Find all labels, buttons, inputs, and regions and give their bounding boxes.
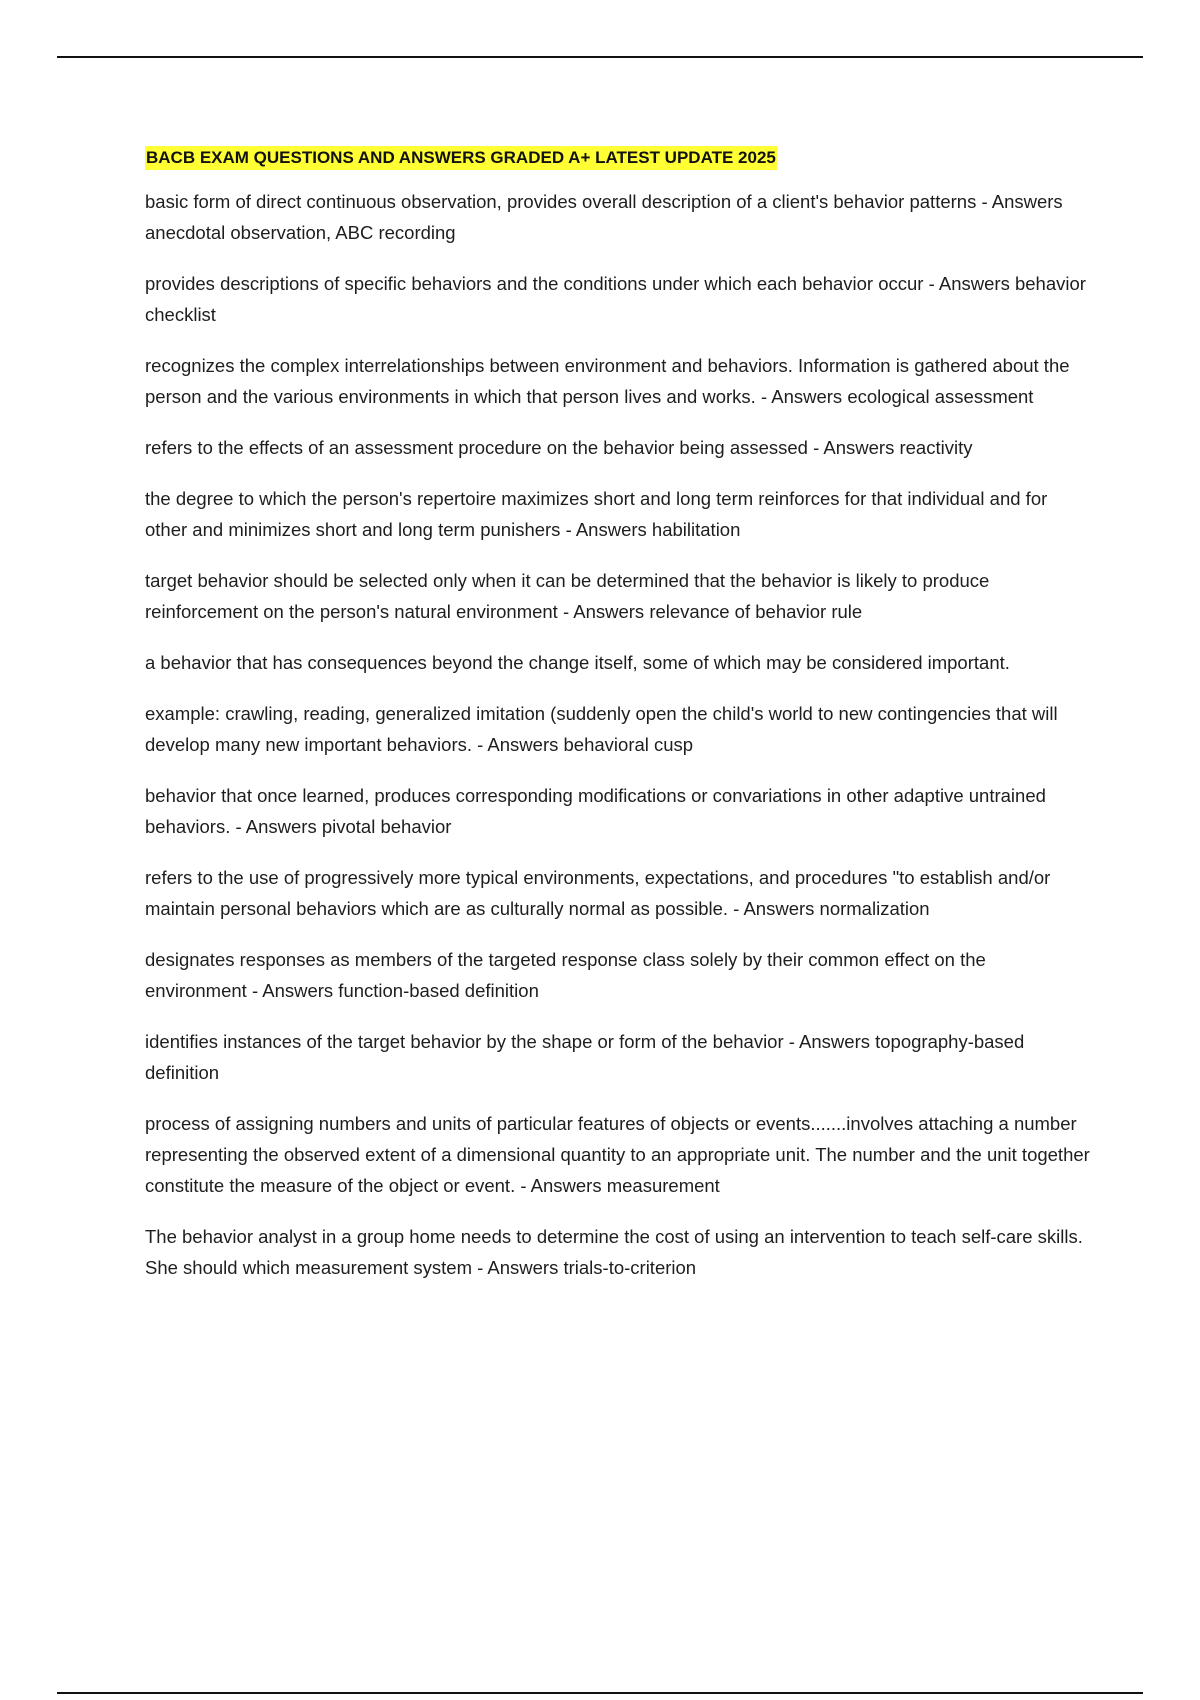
qa-paragraph: refers to the effects of an assessment procedure on the behavior being assessed - Answers reactivity <box>145 437 973 458</box>
document-body <box>145 146 1090 1303</box>
qa-paragraph: the degree to which the person's repertoire maximizes short and long term reinforces for that individual and for other and minimizes short and long term punishers - Answers habilitation <box>145 488 1048 540</box>
qa-paragraph: recognizes the complex interrelationships between environment and behaviors. Information is gathered about the person and the various environments in which that person lives and works. - Answers ecological assessment <box>145 355 1070 407</box>
top-divider <box>57 56 1143 58</box>
qa-paragraph: process of assigning numbers and units of particular features of objects or events.......involves attaching a number representing the observed extent of a dimensional quantity to an appropriate unit. The number and the unit together constitute the measure of the object or event. - Answers measurement <box>145 1113 1090 1196</box>
qa-paragraph: The behavior analyst in a group home needs to determine the cost of using an intervention to teach self-care skills. She should which measurement system - Answers trials-to-criterion <box>145 1226 1083 1278</box>
qa-paragraph: example: crawling, reading, generalized imitation (suddenly open the child's world to new contingencies that will develop many new important behaviors. - Answers behavioral cusp <box>145 703 1058 755</box>
bottom-divider <box>57 1692 1143 1694</box>
qa-paragraph: identifies instances of the target behavior by the shape or form of the behavior - Answers topography-based definition <box>145 1031 1025 1083</box>
qa-paragraph: refers to the use of progressively more typical environments, expectations, and procedures "to establish and/or maintain personal behaviors which are as culturally normal as possible. - Answers normalization <box>145 867 1051 919</box>
qa-paragraph: provides descriptions of specific behaviors and the conditions under which each behavior occur - Answers behavior checklist <box>145 273 1086 325</box>
qa-paragraph: designates responses as members of the targeted response class solely by their common effect on the environment - Answers function-based definition <box>145 949 986 1001</box>
document-title: BACB EXAM QUESTIONS AND ANSWERS GRADED A+ LATEST UPDATE 2025 <box>145 146 777 170</box>
qa-paragraph: a behavior that has consequences beyond the change itself, some of which may be considered important. <box>145 652 1010 673</box>
qa-paragraph: basic form of direct continuous observation, provides overall description of a client's behavior patterns - Answers anecdotal observation, ABC recording <box>145 191 1063 243</box>
qa-paragraph: behavior that once learned, produces corresponding modifications or convariations in other adaptive untrained behaviors. - Answers pivotal behavior <box>145 785 1046 837</box>
qa-paragraph: target behavior should be selected only when it can be determined that the behavior is likely to produce reinforcement on the person's natural environment - Answers relevance of behavior rule <box>145 570 990 622</box>
